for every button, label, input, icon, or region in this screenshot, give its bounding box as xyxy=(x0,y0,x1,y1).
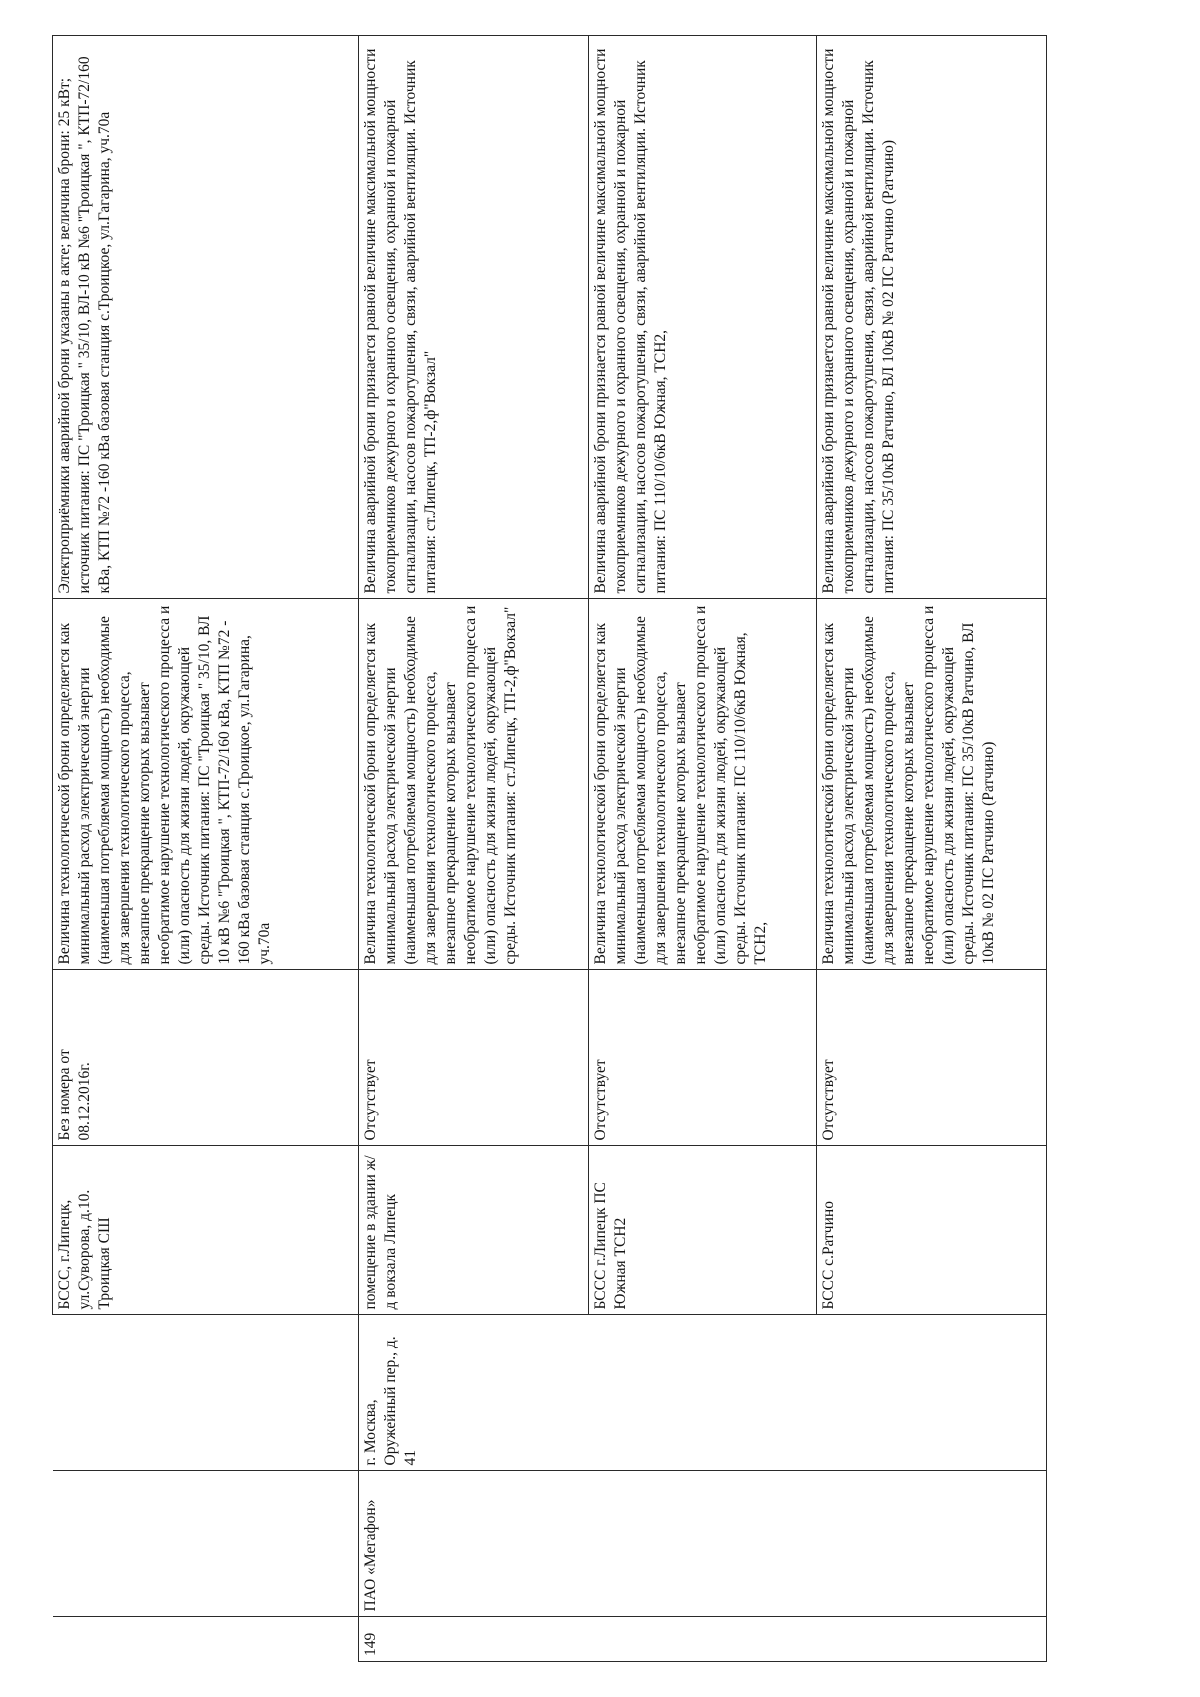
tech-reserve-text: Величина технологической брони определяется как минимальный расход электрической энергии (наименьшая потребляемая мощность) необходимые для завершения технологического процесса, внезапное прекращение которых вызывает необратимое нарушение технологического процесса и (или) опасность для жизни людей, окружающей среды. Источник питания: ПС 110/10/6кВ Южная, ТСН2, xyxy=(592,605,769,965)
act-text: Отсутствует xyxy=(820,1059,837,1141)
tech-reserve-cell xyxy=(53,599,359,970)
table-row xyxy=(53,36,359,1662)
object-text: помещение в здании ж/д вокзала Липецк xyxy=(362,1155,399,1310)
emergency-reserve-text: Электроприёмники аварийной брони указаны в акте; величина брони: 25 кВт; источник питания: ПС "Троицкая " 35/10, ВЛ-10 кВ №6 "Троицкая ", КТП-72/160 кВа, КТП №72 -160 кВа базовая станция с.Троицкое, ул.Гагарина, уч.70а xyxy=(56,56,113,594)
reserve-table xyxy=(52,35,1047,1662)
tech-reserve-text: Величина технологической брони определяется как минимальный расход электрической энергии (наименьшая потребляемая мощность) необходимые для завершения технологического процесса, внезапное прекращение которых вызывает необратимое нарушение технологического процесса и (или) опасность для жизни людей, окружающей среды. Источник питания: ст.Липецк, ТП-2,ф"Вокзал" xyxy=(362,605,519,965)
tech-reserve-cell xyxy=(817,599,1047,970)
record-number-cell xyxy=(359,1617,1047,1662)
number-cell-empty xyxy=(53,1617,359,1662)
table-row xyxy=(359,36,589,1662)
address-cell-empty xyxy=(53,1315,359,1471)
tech-reserve-cell xyxy=(589,599,817,970)
emergency-reserve-cell xyxy=(359,36,589,600)
emergency-reserve-cell xyxy=(589,36,817,600)
act-text: Отсутствует xyxy=(592,1059,609,1141)
emergency-reserve-cell xyxy=(53,36,359,600)
object-text: БССС г.Липецк ПС Южная ТСН2 xyxy=(592,1182,629,1310)
object-cell xyxy=(359,1146,589,1315)
emergency-reserve-text: Величина аварийной брони признается равной величине максимальной мощности токоприемников дежурного и охранного освещения, охранной и пожарной сигнализации, насосов пожаротушения, связи, аварийной вентиляции. Источник питания: ст.Липецк, ТП-2,ф"Вокзал" xyxy=(362,48,439,594)
act-text: Отсутствует xyxy=(362,1059,379,1141)
record-number: 149 xyxy=(362,1632,379,1656)
emergency-reserve-cell xyxy=(817,36,1047,600)
emergency-reserve-text: Величина аварийной брони признается равной величине максимальной мощности токоприемников дежурного и охранного освещения, охранной и пожарной сигнализации, насосов пожаротушения, связи, аварийной вентиляции. Источник питания: ПС 35/10кВ Ратчино, ВЛ 10кВ № 02 ПС Ратчино (Ратчино) xyxy=(820,48,897,594)
act-cell xyxy=(817,970,1047,1146)
emergency-reserve-text: Величина аварийной брони признается равной величине максимальной мощности токоприемников дежурного и охранного освещения, охранной и пожарной сигнализации, насосов пожаротушения, связи, аварийной вентиляции. Источник питания: ПС 110/10/6кВ Южная, ТСН2, xyxy=(592,48,669,594)
object-text: БССС, г.Липецк, ул.Суворова, д.10. Троицкая СШ xyxy=(56,1189,113,1310)
act-cell xyxy=(359,970,589,1146)
object-cell xyxy=(53,1146,359,1315)
act-text: Без номера от 08.12.2016г. xyxy=(56,1049,93,1141)
tech-reserve-cell xyxy=(359,599,589,970)
organization-name: ПАО «Мегафон» xyxy=(362,1499,379,1612)
act-cell xyxy=(53,970,359,1146)
object-cell xyxy=(589,1146,817,1315)
object-text: БССС с.Ратчино xyxy=(820,1201,837,1310)
tech-reserve-text: Величина технологической брони определяется как минимальный расход электрической энергии (наименьшая потребляемая мощность) необходимые для завершения технологического процесса, внезапное прекращение которых вызывает необратимое нарушение технологического процесса и (или) опасность для жизни людей, окружающей среды. Источник питания: ПС 35/10кВ Ратчино, ВЛ 10кВ № 02 ПС Ратчино (Ратчино) xyxy=(820,605,997,965)
object-cell xyxy=(817,1146,1047,1315)
organization-address: г. Москва, Оружейный пер., д. 41 xyxy=(362,1336,419,1466)
organization-cell xyxy=(359,1471,1047,1617)
address-cell xyxy=(359,1315,1047,1471)
organization-cell-empty xyxy=(53,1471,359,1617)
act-cell xyxy=(589,970,817,1146)
tech-reserve-text: Величина технологической брони определяется как минимальный расход электрической энергии (наименьшая потребляемая мощность) необходимые для завершения технологического процесса, внезапное прекращение которых вызывает необратимое нарушение технологического процесса и (или) опасность для жизни людей, окружающей среды. Источник питания: ПС "Троицкая " 35/10, ВЛ 10 кВ №6 "Троицкая ", КТП-72/160 кВа, КТП №72 - 160 кВа базовая станция с.Троицкое, ул.Гагарина, уч.70а xyxy=(56,605,273,965)
